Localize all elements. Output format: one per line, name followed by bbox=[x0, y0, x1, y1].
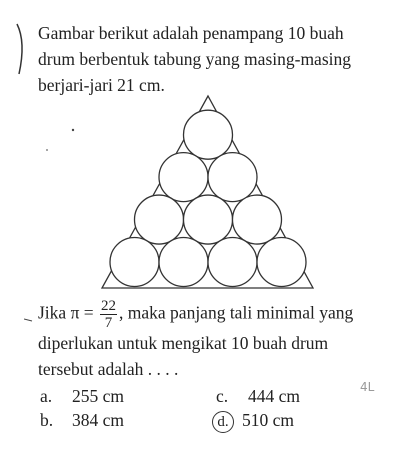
drum-circle bbox=[135, 195, 184, 244]
pi-fraction bbox=[100, 298, 117, 331]
option-b[interactable] bbox=[40, 408, 124, 432]
speck-mark bbox=[46, 149, 48, 151]
intro-line-3: berjari-jari 21 cm. bbox=[38, 75, 165, 95]
bracket-mark bbox=[14, 22, 28, 76]
question-line-2: diperlukan untuk mengikat 10 buah drum bbox=[38, 333, 329, 353]
option-d-value: 510 cm bbox=[242, 410, 295, 430]
intro-line-2: drum berbentuk tabung yang masing-masing bbox=[38, 49, 351, 69]
fraction-numerator: 22 bbox=[101, 298, 117, 314]
drum-circle bbox=[184, 195, 233, 244]
drum-circle bbox=[159, 153, 208, 202]
option-d[interactable] bbox=[216, 408, 294, 433]
speck-mark bbox=[72, 129, 74, 131]
option-c[interactable] bbox=[216, 384, 300, 408]
drum-circle bbox=[110, 238, 159, 287]
drum-circle bbox=[184, 110, 233, 159]
drum-circle bbox=[159, 238, 208, 287]
question-line-3: tersebut adalah . . . . bbox=[38, 359, 179, 379]
drum-circle bbox=[257, 238, 306, 287]
question-prefix: Jika π = bbox=[38, 302, 94, 323]
question-line-1 bbox=[38, 298, 398, 331]
option-a[interactable] bbox=[40, 384, 124, 408]
option-c-value: 444 cm bbox=[248, 386, 301, 406]
option-b-value: 384 cm bbox=[72, 410, 125, 430]
drum-circle bbox=[233, 195, 282, 244]
drum-circle bbox=[208, 153, 257, 202]
problem-intro bbox=[38, 20, 390, 98]
question-text bbox=[38, 298, 398, 382]
pencil-annotation: 4L bbox=[360, 380, 375, 394]
option-d-label-circled: d. bbox=[212, 411, 234, 433]
question-suffix: , maka panjang tali minimal yang bbox=[119, 302, 354, 323]
option-a-value: 255 cm bbox=[72, 386, 125, 406]
intro-line-1: Gambar berikut adalah penampang 10 buah bbox=[38, 23, 344, 43]
fraction-denominator: 7 bbox=[104, 315, 113, 331]
dash-mark bbox=[24, 318, 34, 322]
drum-circle bbox=[208, 238, 257, 287]
option-a-label: a. bbox=[40, 386, 53, 406]
option-b-label: b. bbox=[40, 410, 54, 430]
drum-circles bbox=[110, 110, 306, 286]
option-c-label: c. bbox=[216, 386, 229, 406]
triangle-outline bbox=[102, 96, 313, 288]
